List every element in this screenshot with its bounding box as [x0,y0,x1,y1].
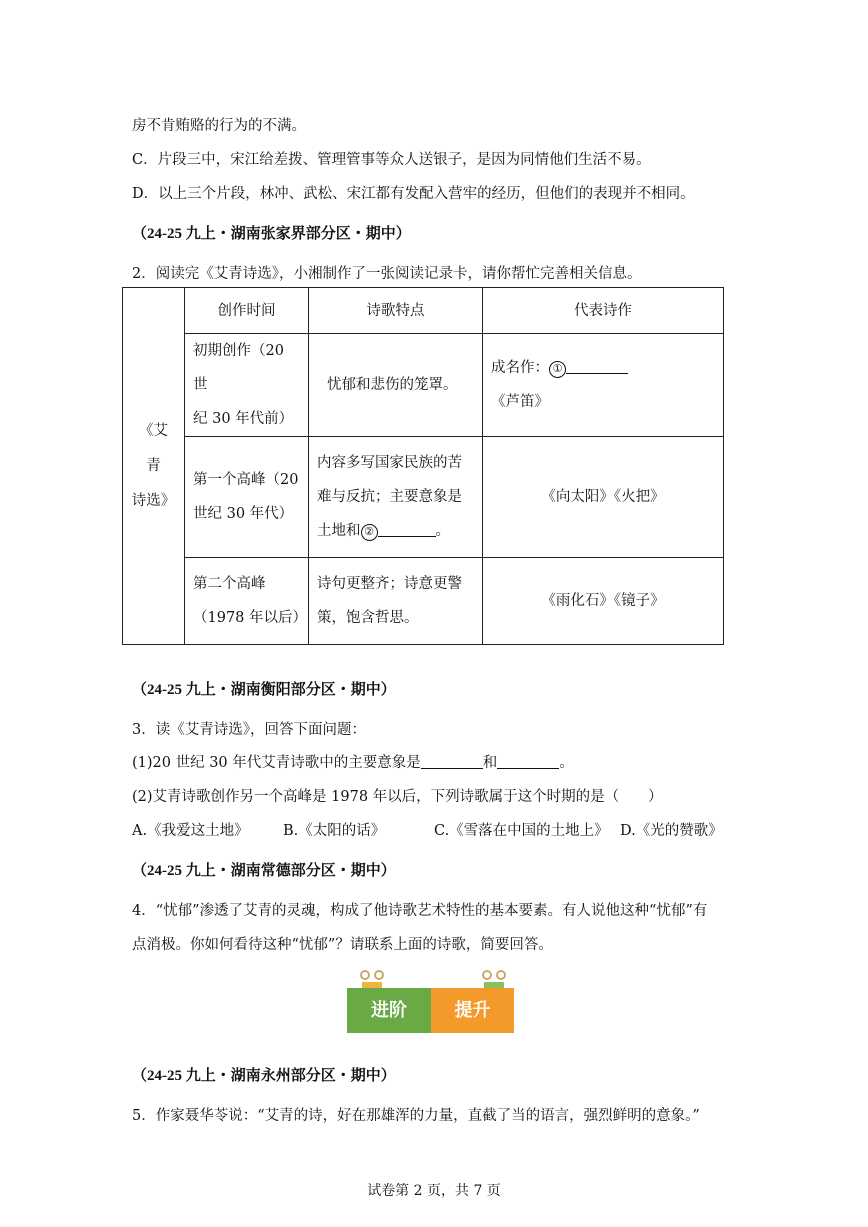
time-cell [185,558,309,645]
circled-number: ① [549,361,566,378]
question-source: （24-25 九上・湖南衡阳部分区・期中） [132,682,396,698]
works-cell: 《向太阳》《火把》 [483,437,724,558]
feature-cell: 忧郁和悲伤的笼罩。 [309,334,483,437]
question-stem: 3．读《艾青诗选》，回答下面问题： [132,722,366,738]
question-source: （24-25 九上・湖南张家界部分区・期中） [132,226,411,242]
cell-text: 土地和 [317,523,361,539]
badge-left-label: 进阶 [347,988,431,1033]
option-b: B.《太阳的话》 [283,823,386,839]
cell-line: 难与反抗；主要意象是 [317,489,462,505]
book-title-cell [123,288,185,645]
header-feature: 诗歌特点 [309,288,483,334]
option-a: A.《我爱这土地》 [132,823,249,839]
option-d: D．以上三个片段，林冲、武松、宋江都有发配入营牢的经历，但他们的表现并不相同。 [132,186,695,202]
badge-right-label: 提升 [431,988,514,1033]
option-c: C．片段三中，宋江给差拨、管理管事等众人送银子，是因为同情他们生活不易。 [132,152,651,168]
works-line [491,351,715,385]
answer-blank[interactable] [378,522,436,537]
works-cell [483,334,724,437]
sub-question-1 [132,751,574,772]
answer-blank[interactable] [497,754,559,769]
header-time: 创作时间 [185,288,309,334]
table-row [123,558,724,645]
circled-number: ② [361,524,378,541]
feature-cell [309,558,483,645]
cell-line: 第二个高峰 [193,576,266,592]
answer-blank[interactable] [421,754,483,769]
cell-line: 内容多写国家民族的苦 [317,455,462,471]
cell-line: 初期创作（20 世 [193,343,284,393]
cell-line: （1978 年以后） [193,610,308,626]
cell-line: 诗句更整齐；诗意更警 [317,576,462,592]
works-prefix: 成名作： [491,360,549,376]
feature-cell [309,437,483,558]
question-stem: 2．阅读完《艾青诗选》，小湘制作了一张阅读记录卡，请你帮忙完善相关信息。 [132,266,642,282]
table-header-row [123,288,724,334]
sub-question-2: (2)艾青诗歌创作另一个高峰是 1978 年以后，下列诗歌属于这个时期的是（ ） [132,789,663,805]
cell-line: 纪 30 年代前） [193,411,294,427]
table-row [123,437,724,558]
book-title-part: 青 [146,457,161,474]
works-line: 《芦笛》 [491,394,549,410]
book-title-part: 诗选》 [131,492,176,509]
text-line: 房不肯贿赂的行为的不满。 [132,118,306,134]
book-title-part: 《艾 [139,422,168,439]
option-c: C.《雪落在中国的土地上》 [434,823,609,839]
question-stem: 点消极。你如何看待这种“忧郁”？请联系上面的诗歌，简要回答。 [132,937,553,953]
question-source: （24-25 九上・湖南常德部分区・期中） [132,863,396,879]
advanced-section-badge [347,988,514,1033]
reading-record-table [122,287,724,645]
table-row [123,334,724,437]
option-d: D.《光的赞歌》 [620,823,723,839]
question-source: （24-25 九上・湖南永州部分区・期中） [132,1068,396,1084]
time-cell [185,334,309,437]
answer-blank[interactable] [566,359,628,374]
text: 。 [559,755,574,771]
cell-text: 。 [435,523,450,539]
cell-line [317,514,474,548]
question-stem: 5．作家聂华苓说：“艾青的诗，好在那雄浑的力量，直截了当的语言，强烈鲜明的意象。” [132,1108,700,1124]
header-works: 代表诗作 [483,288,724,334]
works-cell: 《雨化石》《镜子》 [483,558,724,645]
page-footer: 试卷第 2 页，共 7 页 [367,1183,501,1199]
text: (1)20 世纪 30 年代艾青诗歌中的主要意象是 [132,755,421,771]
question-stem: 4．“忧郁”渗透了艾青的灵魂，构成了他诗歌艺术特性的基本要素。有人说他这种“忧郁”有 [132,903,708,919]
cell-line: 第一个高峰（20 [193,472,299,488]
text: 和 [482,755,498,771]
time-cell [185,437,309,558]
cell-line: 世纪 30 年代） [193,506,294,522]
cell-line: 策，饱含哲思。 [317,610,419,626]
